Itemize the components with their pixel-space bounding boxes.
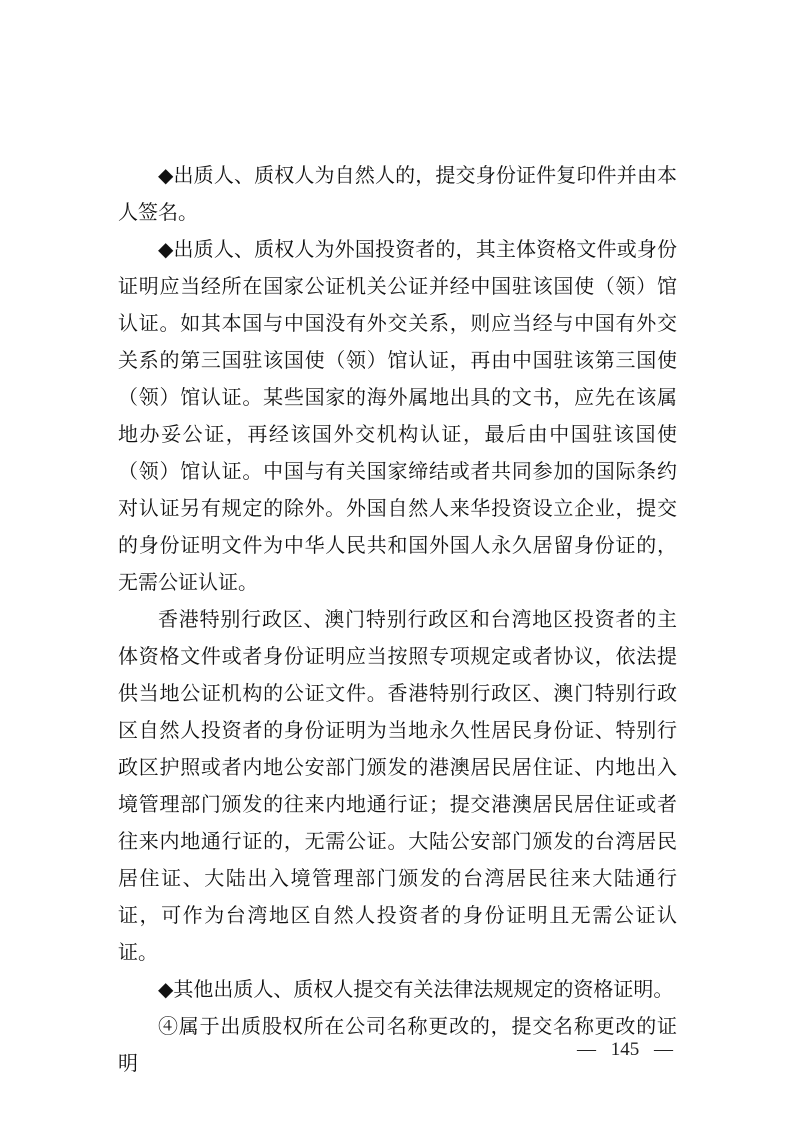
paragraph-natural-person: ◆出质人、质权人为自然人的，提交身份证件复印件并由本人签名。	[118, 165, 677, 224]
paragraph-other-pledgors: ◆其他出质人、质权人提交有关法律法规规定的资格证明。	[158, 979, 674, 1001]
paragraph-item-4-company-name-change: ④属于出质股权所在公司名称更改的，提交名称更改的证明	[118, 1016, 677, 1075]
paragraph-hk-macao-taiwan: 香港特别行政区、澳门特别行政区和台湾地区投资者的主体资格文件或者身份证明应当按照专项规定或者协议，依法提供当地公证机构的公证文件。香港特别行政区、澳门特别行政区自然人投资者的身份证明为当地永久性居民身份证、特别行政区护照或者内地公安部门颁发的港澳居民居住证、内地出入境管理部门颁发的往来内地通行证；提交港澳居民居住证或者往来内地通行证的，无需公证。大陆公安部门颁发的台湾居民居住证、大陆出入境管理部门颁发的台湾居民往来大陆通行证，可作为台湾地区自然人投资者的身份证明且无需公证认证。	[118, 609, 677, 964]
page-number: — 145 —	[577, 1039, 673, 1060]
page-footer	[560, 1038, 690, 1062]
document-body	[118, 158, 677, 1083]
paragraph-foreign-investor: ◆出质人、质权人为外国投资者的，其主体资格文件或身份证明应当经所在国家公证机关公证并经中国驻该国使（领）馆认证。如其本国与中国没有外交关系，则应当经与中国有外交关系的第三国驻该国使（领）馆认证，再由中国驻该第三国使（领）馆认证。某些国家的海外属地出具的文书，应先在该属地办妥公证，再经该国外交机构认证，最后由中国驻该国使（领）馆认证。中国与有关国家缔结或者共同参加的国际条约对认证另有规定的除外。外国自然人来华投资设立企业，提交的身份证明文件为中华人民共和国外国人永久居留身份证的，无需公证认证。	[118, 239, 677, 594]
